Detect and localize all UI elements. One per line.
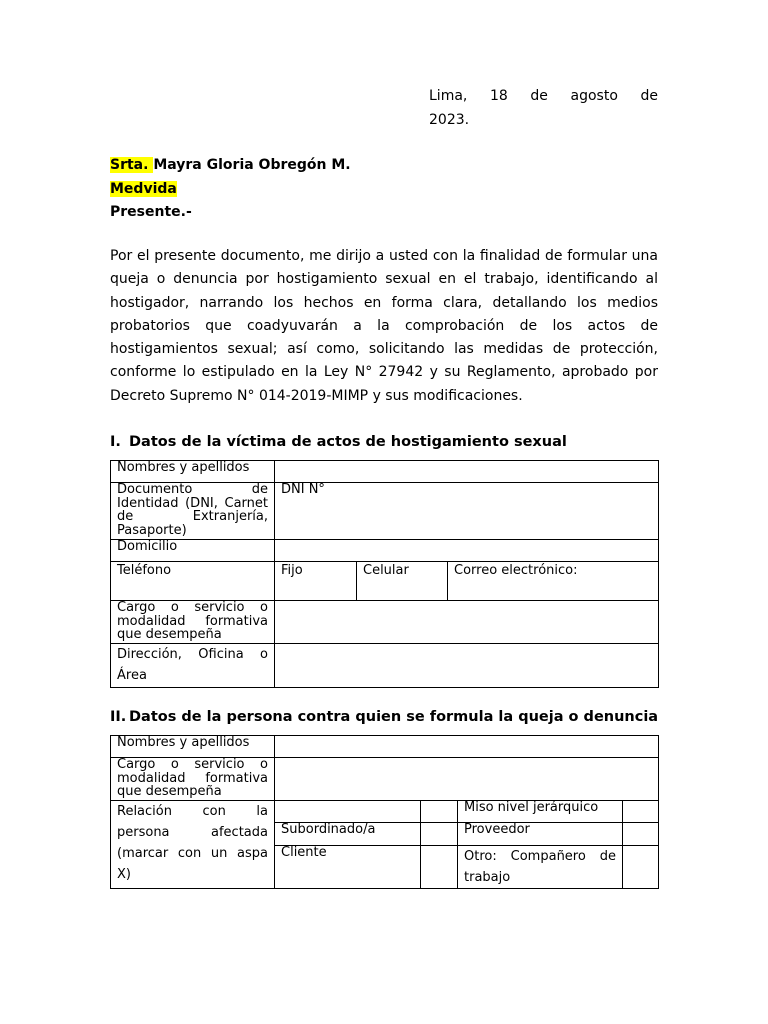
- body-paragraph: Por el presente documento, me dirijo a usted con la finalidad de formular una queja o denuncia por hostigamiento sexual en el trabajo, identificando al hostigador, narrando los hechos en forma clara, detallando los medios probatorios que coadyuvarán a la comprobación de los actos de hostigamientos sexual; así como, solicitando las medidas de protección, conforme lo estipulado en la Ley N° 27942 y su Reglamento, aprobado por Decreto Supremo N° 014-2019-MIMP y sus modificaciones.: [110, 248, 658, 404]
- recipient-block: [110, 154, 351, 225]
- label-cargo: Cargo o servicio o modalidad formativa que desempeña: [111, 601, 275, 644]
- field-nombres[interactable]: [275, 461, 659, 483]
- option-cliente: Cliente: [275, 846, 421, 889]
- label-relacion: Relación con la persona afectada (marcar con un aspa X): [111, 801, 275, 889]
- label-nombres: Nombres y apellidos: [111, 461, 275, 483]
- option-subordinado: Subordinado/a: [275, 823, 421, 846]
- victim-table: [110, 460, 659, 688]
- dni-label: DNI N°: [281, 482, 325, 497]
- checkbox-mismo-nivel[interactable]: [623, 801, 659, 823]
- option-proveedor: Proveedor: [458, 823, 623, 846]
- table-row: [111, 483, 659, 540]
- presente: Presente.-: [110, 204, 192, 220]
- field-cargo-2[interactable]: [275, 758, 659, 801]
- label-direccion: Dirección, Oficina o Área: [111, 644, 275, 688]
- relacion-blank: [275, 801, 421, 823]
- date: [429, 84, 658, 132]
- table-row: [111, 801, 659, 823]
- checkbox-cliente[interactable]: [421, 846, 458, 889]
- section-2-title: [110, 709, 658, 725]
- field-correo[interactable]: [448, 562, 659, 601]
- date-line-2: 2023.: [429, 112, 470, 128]
- option-otro: Otro: Compañero de trabajo: [458, 846, 623, 889]
- section-2-number: II.: [110, 709, 127, 725]
- label-telefono: Teléfono: [111, 562, 275, 601]
- fijo-label: Fijo: [281, 563, 303, 578]
- section-1-title-text: Datos de la víctima de actos de hostigamiento sexual: [129, 434, 567, 450]
- section-1-title: [110, 434, 567, 450]
- correo-label: Correo electrónico:: [454, 563, 578, 578]
- table-row: [111, 736, 659, 758]
- field-nombres-2[interactable]: [275, 736, 659, 758]
- table-row: [111, 758, 659, 801]
- section-2-title-text: Datos de la persona contra quien se formula la queja o denuncia: [129, 709, 659, 725]
- field-cargo[interactable]: [275, 601, 659, 644]
- label-documento: Documento de Identidad (DNI, Carnet de Extranjería, Pasaporte): [111, 483, 275, 540]
- field-fijo[interactable]: [275, 562, 357, 601]
- celular-label: Celular: [363, 563, 409, 578]
- table-row: [111, 562, 659, 601]
- section-1-number: I.: [110, 434, 121, 450]
- table-row: [111, 601, 659, 644]
- recipient-company: Medvida: [110, 180, 177, 197]
- accused-table: [110, 735, 659, 889]
- table-row: [111, 644, 659, 688]
- recipient-title: Srta.: [110, 157, 149, 173]
- checkbox-otro[interactable]: [623, 846, 659, 889]
- date-line-1: Lima, 18 de agosto de: [429, 88, 658, 104]
- label-nombres-2: Nombres y apellidos: [111, 736, 275, 758]
- field-domicilio[interactable]: [275, 540, 659, 562]
- table-row: [111, 461, 659, 483]
- label-cargo-2: Cargo o servicio o modalidad formativa que desempeña: [111, 758, 275, 801]
- field-dni[interactable]: [275, 483, 659, 540]
- label-domicilio: Domicilio: [111, 540, 275, 562]
- recipient-name: Mayra Gloria Obregón M.: [153, 157, 351, 173]
- table-row: [111, 540, 659, 562]
- option-mismo-nivel: Miso nivel jerárquico: [458, 801, 623, 823]
- field-direccion[interactable]: [275, 644, 659, 688]
- checkbox-proveedor[interactable]: [623, 823, 659, 846]
- checkbox-subordinado[interactable]: [421, 823, 458, 846]
- field-celular[interactable]: [357, 562, 448, 601]
- checkbox-blank[interactable]: [421, 801, 458, 823]
